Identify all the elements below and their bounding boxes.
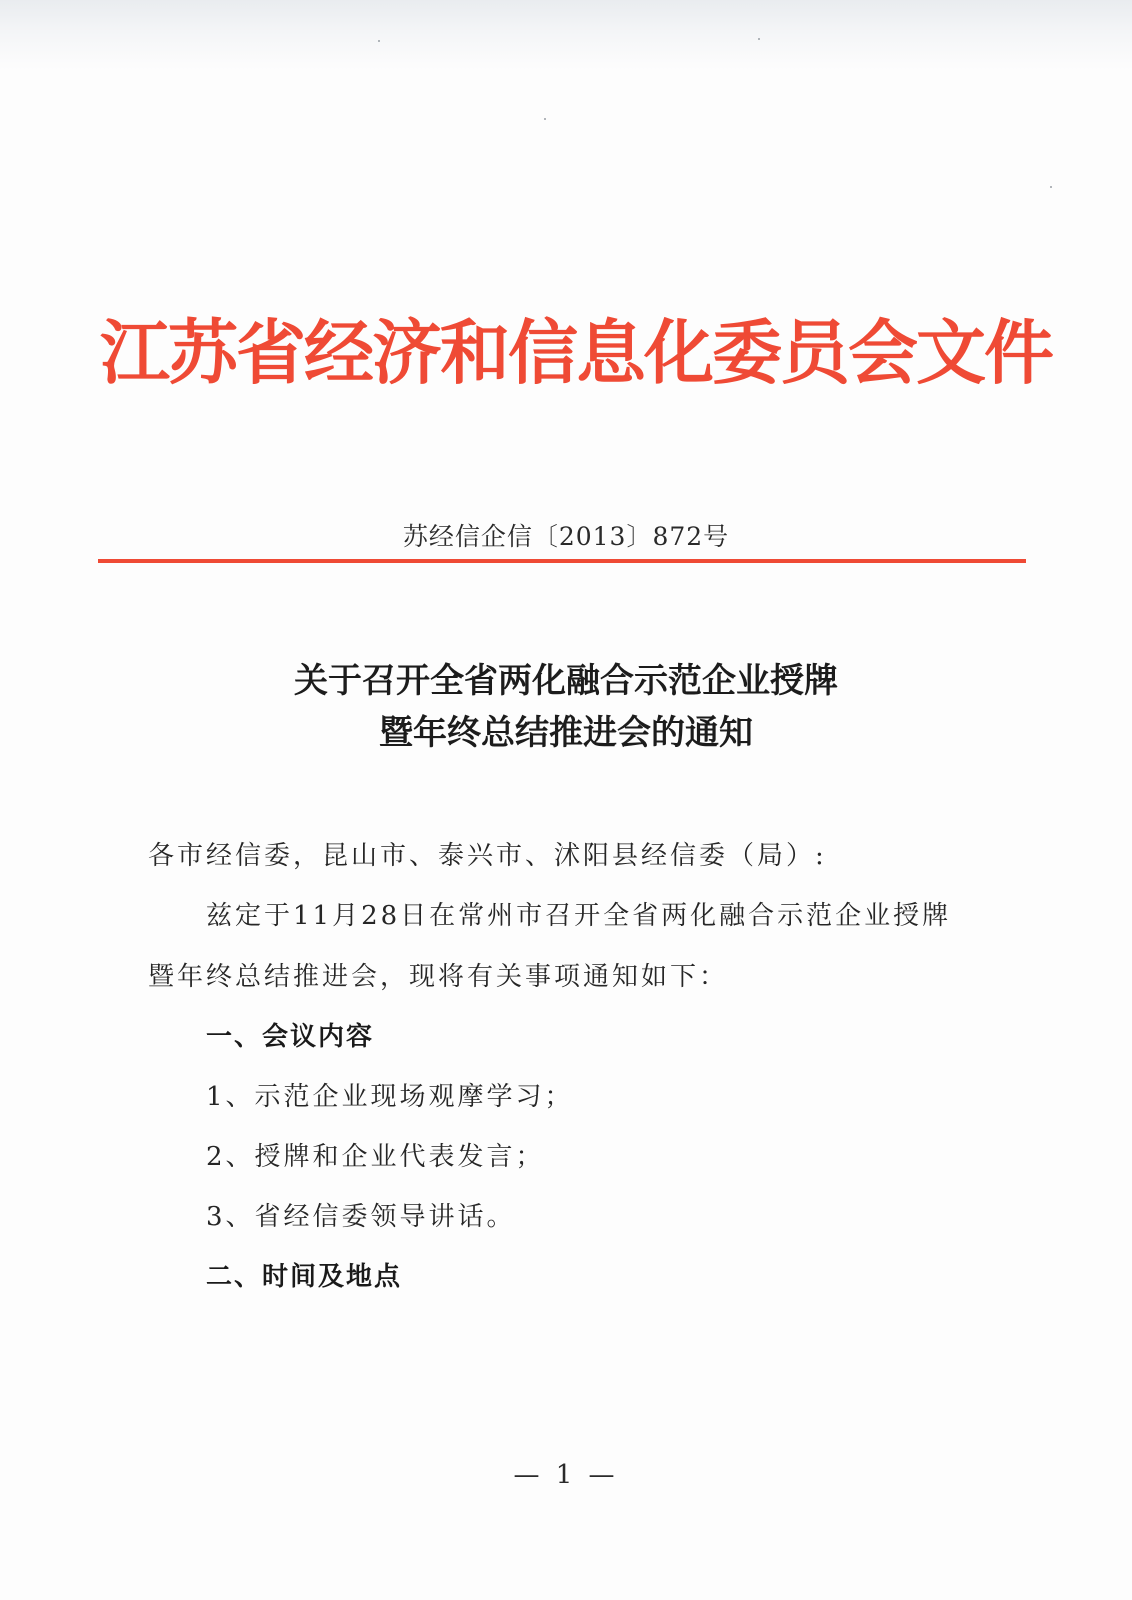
page-number: — 1 — [513,1460,619,1490]
scan-top-shadow [0,0,1132,70]
section-1-item-1: 1、示范企业现场观摩学习； [206,1082,574,1112]
scan-speck [1050,186,1052,188]
document-number: 苏经信企信〔2013〕872号 [402,522,730,551]
red-separator-rule [98,559,1026,563]
notice-title [160,655,972,759]
scan-speck [758,38,760,40]
intro-paragraph-line-1: 兹定于11月28日在常州市召开全省两化融合示范企业授牌 [206,901,952,931]
section-1-item-3: 3、省经信委领导讲话。 [206,1202,516,1232]
issuer-header-title: 江苏省经济和信息化委员会文件 [100,311,1052,394]
intro-paragraph-line-2: 暨年终总结推进会，现将有关事项通知如下： [148,962,729,992]
section-1-item-2: 2、授牌和企业代表发言； [206,1142,545,1172]
scan-speck [378,40,380,42]
notice-title-line-2: 暨年终总结推进会的通知 [379,713,753,753]
scan-speck [544,118,546,120]
notice-title-line-1: 关于召开全省两化融合示范企业授牌 [294,661,838,701]
addressees-line: 各市经信委，昆山市、泰兴市、沭阳县经信委（局）: [148,841,827,871]
section-2-heading: 二、时间及地点 [206,1262,403,1292]
section-1-heading: 一、会议内容 [206,1022,375,1052]
